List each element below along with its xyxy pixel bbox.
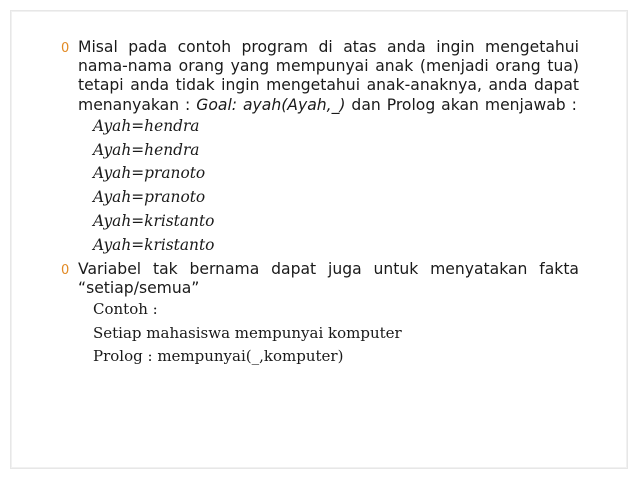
bullet-1-text (78, 38, 579, 115)
example-fact: Setiap mahasiswa mempunyai komputer (93, 323, 402, 342)
bullet-2 (61, 260, 579, 369)
bullet-1-lead: Misal pada contoh program di atas anda ingin mengetahui nama-nama orang yang mempunyai anak (menjadi orang tua) tetapi anda tidak ingin mengetahui anak-anaknya, anda dapat menanyakan : (78, 38, 579, 114)
answer-line: Ayah=pranoto (93, 164, 206, 183)
answer-line: Ayah=hendra (93, 116, 200, 135)
bullet-1 (61, 38, 579, 258)
answer-line: Ayah=kristanto (93, 212, 215, 230)
answer-line: Ayah=hendra (93, 140, 200, 159)
example-prolog: Prolog : mempunyai(_,komputer) (93, 347, 344, 365)
bullet-2-text: Variabel tak bernama dapat juga untuk menyatakan fakta “setiap/semua” (78, 259, 579, 297)
example-label: Contoh : (93, 300, 158, 318)
bullet-1-tail: dan Prolog akan menjawab : (345, 95, 577, 114)
goal-query: Goal: ayah(Ayah,_) (196, 95, 346, 114)
answer-line: Ayah=kristanto (93, 235, 215, 254)
bullet-marker: 0 (61, 41, 70, 56)
answer-line: Ayah=pranoto (93, 188, 206, 207)
bullet-marker: 0 (61, 262, 70, 278)
slide-content (61, 38, 579, 369)
